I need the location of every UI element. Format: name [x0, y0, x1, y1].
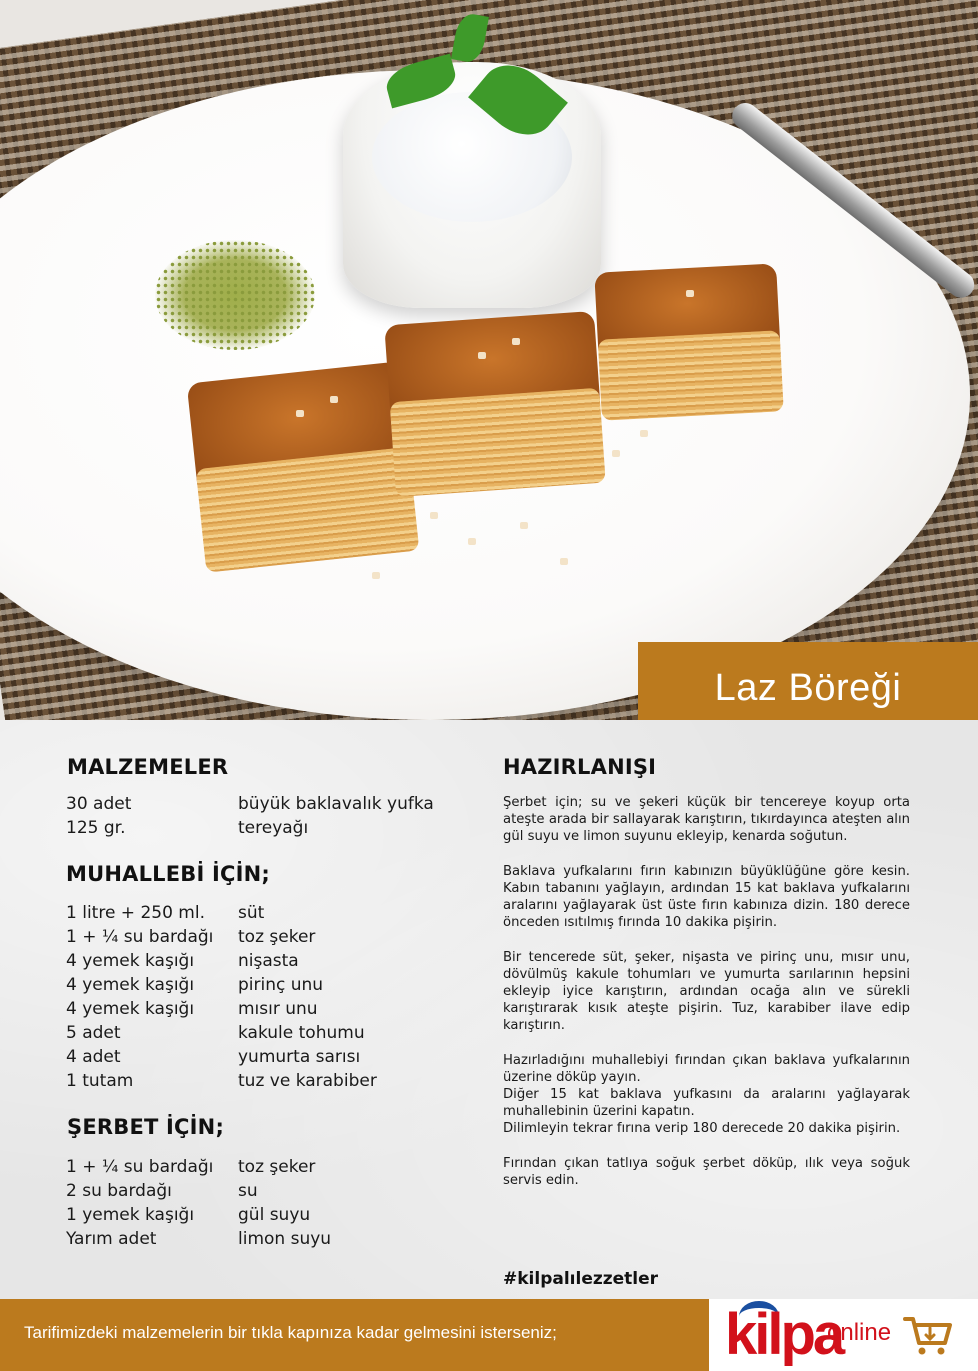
baklava-piece — [187, 361, 420, 572]
baklava-piece — [384, 311, 605, 497]
ingredient-name: su — [238, 1181, 258, 1201]
footer-text: Tarifimizdeki malzemelerin bir tıkla kapınıza kadar gelmesini isterseniz; — [24, 1323, 557, 1342]
walnut-crumb — [520, 522, 528, 529]
ingredient-amount: Yarım adet — [66, 1229, 157, 1249]
ingredient-amount: 5 adet — [66, 1023, 121, 1043]
preparation-paragraph: Baklava yufkalarını fırın kabınızın büyüklüğüne göre kesin. Kabın tabanını yağlayın, ardından 15 kat baklava yufkalarını aralarını yağlayarak üst üste fırın kabınıza dizin. 180 derece önceden ısıtılmış fırında 10 dakika pişirin. — [503, 864, 910, 930]
walnut-crumb — [330, 396, 338, 403]
ingredient-amount: 1 litre + 250 ml. — [66, 903, 205, 923]
walnut-crumb — [686, 290, 694, 297]
ingredient-name: süt — [238, 903, 265, 923]
walnut-crumb — [612, 450, 620, 457]
ingredient-name: mısır unu — [238, 999, 318, 1019]
shopping-cart-icon — [903, 1313, 953, 1357]
walnut-crumb — [468, 538, 476, 545]
ingredient-amount: 4 yemek kaşığı — [66, 951, 195, 971]
walnut-crumb — [512, 338, 520, 345]
ingredient-amount: 1 yemek kaşığı — [66, 1205, 195, 1225]
hashtag: #kilpalılezzetler — [503, 1269, 659, 1289]
ingredient-amount: 4 adet — [66, 1047, 121, 1067]
ingredient-amount: 30 adet — [66, 794, 132, 814]
logo-wordmark: kilpa — [725, 1302, 843, 1367]
ingredient-amount: 125 gr. — [66, 818, 126, 838]
walnut-crumb — [560, 558, 568, 565]
baklava-piece — [594, 263, 783, 420]
ingredient-amount: 1 tutam — [66, 1071, 134, 1091]
ingredient-amount: 2 su bardağı — [66, 1181, 172, 1201]
ingredients-heading: MALZEMELER — [67, 755, 229, 779]
footer-banner — [0, 1299, 978, 1371]
syrup-heading: ŞERBET İÇİN; — [67, 1115, 225, 1139]
preparation-paragraph: Şerbet için; su ve şekeri küçük bir tencereye koyup orta ateşte arada bir sallayarak karıştırın, tıkırdayınca ateşten alın gül suyu ve limon suyunu ekleyip, kenarda soğutun. — [503, 795, 910, 844]
ingredient-amount: 4 yemek kaşığı — [66, 999, 195, 1019]
preparation-text — [503, 794, 910, 1207]
ingredient-name: kakule tohumu — [238, 1023, 365, 1043]
ingredient-name: toz şeker — [238, 927, 316, 947]
ingredient-name: limon suyu — [238, 1229, 332, 1249]
walnut-crumb — [640, 430, 648, 437]
preparation-paragraph: Fırından çıkan tatlıya soğuk şerbet döküp, ılık veya soğuk servis edin. — [503, 1156, 910, 1188]
preparation-paragraph: Bir tencerede süt, şeker, nişasta ve pirinç unu, mısır unu, dövülmüş kakule tohumları ve yumurta sarılarının hepsini ekleyip iyice karıştırın, ardından ocağa alın ve sürekli karıştırarak kısık ateşte pişirin. Tuz, karabiber ilave edip karıştırın. — [503, 950, 910, 1033]
ingredient-name: pirinç unu — [238, 975, 324, 995]
logo-online-label: online — [827, 1319, 892, 1346]
kilpa-online-logo[interactable] — [709, 1299, 978, 1371]
custard-heading: MUHALLEBİ İÇİN; — [66, 862, 271, 886]
ingredient-name: toz şeker — [238, 1157, 316, 1177]
ingredient-amount: 1 + ¼ su bardağı — [66, 1157, 214, 1177]
ingredient-name: gül suyu — [238, 1205, 311, 1225]
ingredient-amount: 1 + ¼ su bardağı — [66, 927, 214, 947]
walnut-crumb — [430, 512, 438, 519]
walnut-crumb — [478, 352, 486, 359]
ingredient-name: tereyağı — [238, 818, 309, 838]
crushed-pistachio — [155, 240, 315, 350]
walnut-crumb — [296, 410, 304, 417]
preparation-heading: HAZIRLANIŞI — [503, 755, 657, 779]
ingredient-name: tuz ve karabiber — [238, 1071, 377, 1091]
preparation-paragraph: Hazırladığını muhallebiyi fırından çıkan baklava yufkalarının üzerine döküp yayın. Diğer 15 kat baklava yufkasını da aralarını yağlayarak muhallebinin üzerini kapatın. Dilimleyin tekrar fırına verip 180 derecede 20 dakika pişirin. — [503, 1053, 910, 1136]
ingredient-name: nişasta — [238, 951, 299, 971]
ingredient-name: yumurta sarısı — [238, 1047, 361, 1067]
recipe-title: Laz Böreği — [714, 666, 902, 709]
ingredient-amount: 4 yemek kaşığı — [66, 975, 195, 995]
ingredient-name: büyük baklavalık yufka — [238, 794, 434, 814]
walnut-crumb — [372, 572, 380, 579]
